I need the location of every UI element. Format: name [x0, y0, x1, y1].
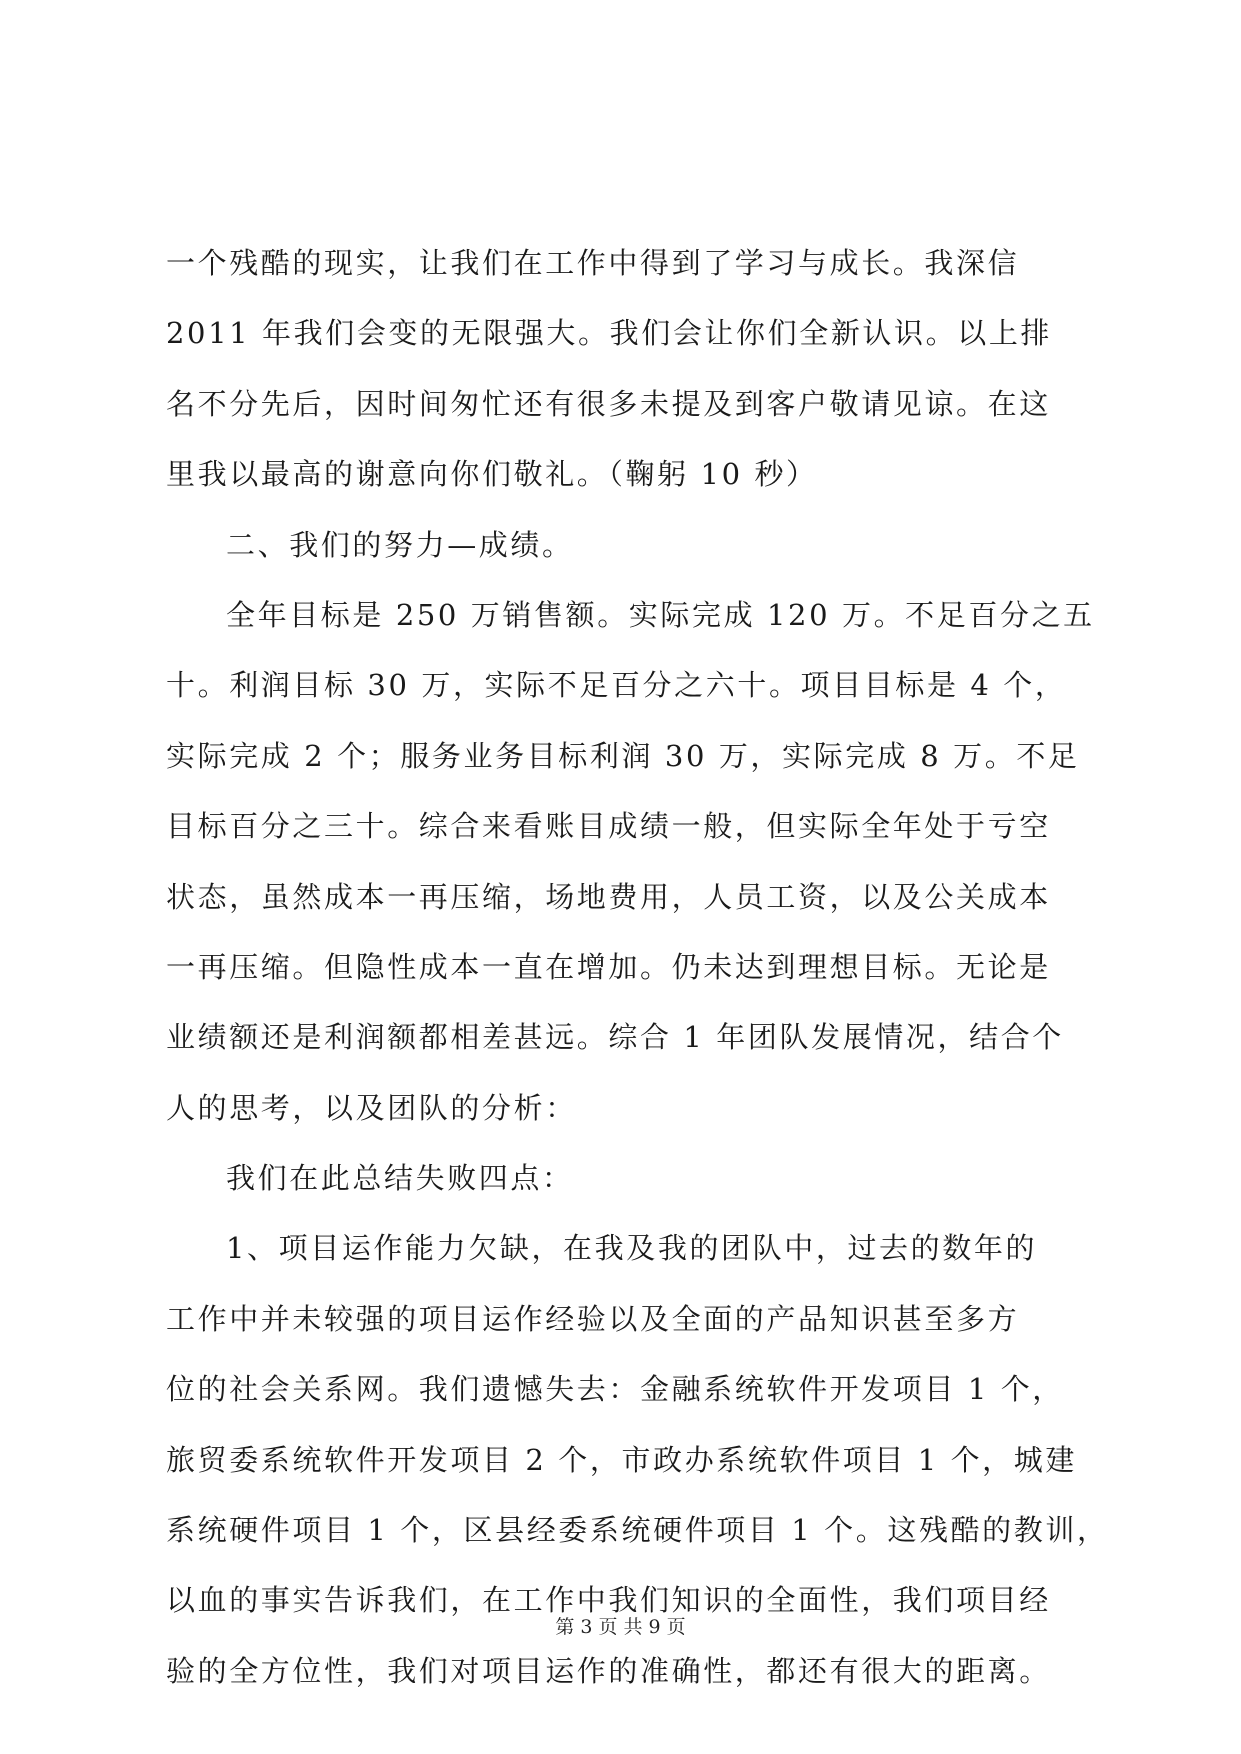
text-line: 2011 年我们会变的无限强大。我们会让你们全新认识。以上排	[166, 316, 1053, 351]
text-line: 十。利润目标 30 万，实际不足百分之六十。项目目标是 4 个，	[166, 668, 1067, 703]
text-line: 位的社会关系网。我们遗憾失去：金融系统软件开发项目 1 个，	[166, 1372, 1064, 1407]
text-line: 工作中并未较强的项目运作经验以及全面的产品知识甚至多方	[166, 1301, 1020, 1336]
text-line: 旅贸委系统软件开发项目 2 个，市政办系统软件项目 1 个，城建	[166, 1442, 1077, 1477]
text-line: 验的全方位性，我们对项目运作的准确性，都还有很大的距离。	[166, 1653, 1051, 1688]
text-line: 一再压缩。但隐性成本一直在增加。仍未达到理想目标。无论是	[166, 949, 1051, 984]
paragraph-start: 1、项目运作能力欠缺，在我及我的团队中，过去的数年的	[226, 1231, 1038, 1266]
text-line: 系统硬件项目 1 个，区县经委系统硬件项目 1 个。这残酷的教训，	[166, 1513, 1109, 1548]
section-heading: 二、我们的努力—成绩。	[226, 527, 574, 562]
page-footer: 第 3 页 共 9 页	[555, 1616, 686, 1638]
text-line: 人的思考，以及团队的分析：	[166, 1090, 577, 1125]
document-body	[166, 228, 1109, 1706]
text-line: 状态，虽然成本一再压缩，场地费用，人员工资，以及公关成本	[166, 879, 1051, 914]
paragraph-start: 全年目标是 250 万销售额。实际完成 120 万。不足百分之五	[226, 597, 1095, 632]
text-line: 以血的事实告诉我们，在工作中我们知识的全面性，我们项目经	[166, 1583, 1051, 1618]
text-line: 一个残酷的现实，让我们在工作中得到了学习与成长。我深信	[166, 246, 1020, 280]
text-line: 目标百分之三十。综合来看账目成绩一般，但实际全年处于亏空	[166, 809, 1051, 844]
text-line: 实际完成 2 个；服务业务目标利润 30 万，实际完成 8 万。不足	[166, 738, 1080, 773]
text-line: 里我以最高的谢意向你们敬礼。（鞠躬 10 秒）	[166, 457, 818, 492]
text-line: 业绩额还是利润额都相差甚远。综合 1 年团队发展情况，结合个	[166, 1020, 1064, 1055]
paragraph-start: 我们在此总结失败四点：	[226, 1161, 574, 1196]
text-line: 名不分先后，因时间匆忙还有很多未提及到客户敬请见谅。在这	[166, 386, 1051, 421]
